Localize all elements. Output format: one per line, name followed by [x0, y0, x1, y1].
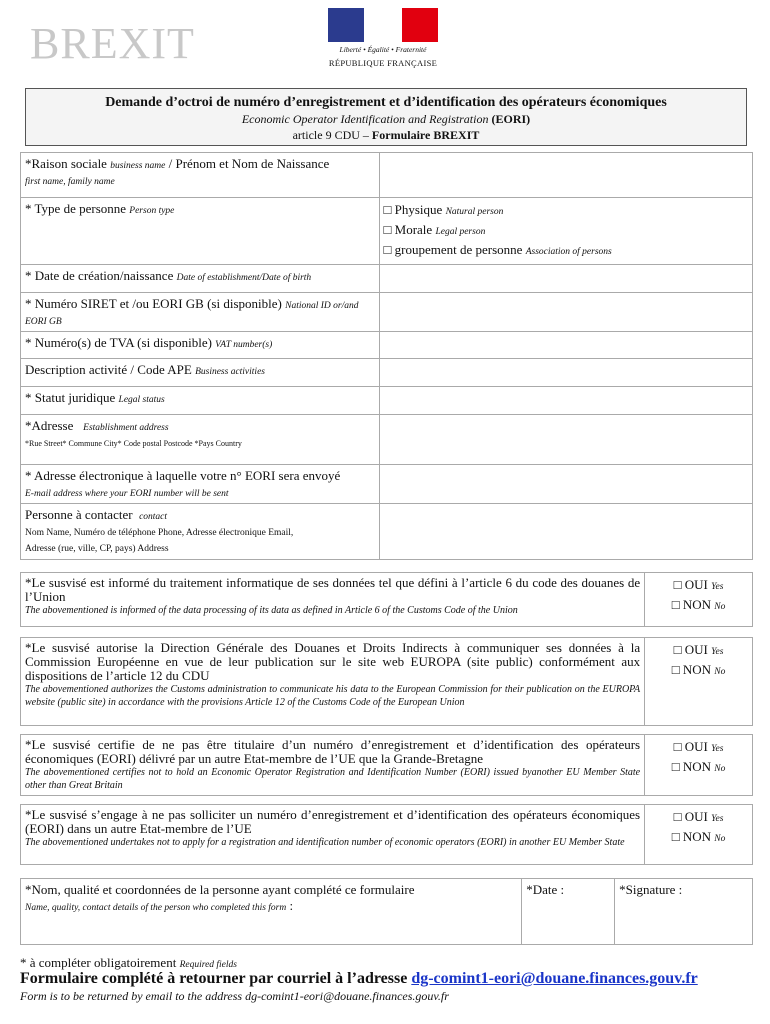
signature-table: [20, 878, 753, 945]
label-adresse: *Adresse Establishment address *Rue Street* Commune City* Code postal Postcode *Pays Country: [21, 415, 380, 465]
input-description[interactable]: [379, 359, 752, 387]
consent-text-4: *Le susvisé s’engage à ne pas solliciter un numéro d’enregistrement et d’identification des opérateurs économiques (EORI) dans un autre Etat-membre de l’UE The abovementioned undertakes not to apply for a registration and identification number of economic operators (EORI) in another EU Member State: [21, 805, 645, 865]
label-email: * Adresse électronique à laquelle votre n° EORI sera envoyé E-mail address where your EORI number will be sent: [21, 465, 380, 504]
checkbox-oui-4[interactable]: □ OUI Yes: [673, 809, 724, 824]
checkbox-oui-2[interactable]: □ OUI Yes: [673, 642, 724, 657]
republic-logo: [328, 8, 438, 72]
input-siret[interactable]: [379, 293, 752, 332]
row-raison-sociale: [21, 153, 753, 198]
input-adresse[interactable]: [379, 415, 752, 465]
row-description: [21, 359, 753, 387]
return-email-link[interactable]: dg-comint1-eori@douane.finances.gouv.fr: [411, 970, 698, 987]
label-raison-sociale: *Raison sociale business name / Prénom et Nom de Naissance first name, family name: [21, 153, 380, 198]
input-email[interactable]: [379, 465, 752, 504]
label-date: * Date de création/naissance Date of establishment/Date of birth: [21, 265, 380, 293]
checkbox-oui-3[interactable]: □ OUI Yes: [673, 739, 724, 754]
checkbox-non-1[interactable]: □ NON No: [671, 597, 726, 612]
consent-table-1: [20, 572, 753, 627]
input-statut[interactable]: [379, 387, 752, 415]
row-email: [21, 465, 753, 504]
signer-name-field[interactable]: *Nom, qualité et coordonnées de la personne ayant complété ce formulaire Name, quality, contact details of the person who completed this form :: [21, 879, 522, 945]
row-date: [21, 265, 753, 293]
label-tva: * Numéro(s) de TVA (si disponible) VAT number(s): [21, 332, 380, 359]
consent-text-3: *Le susvisé certifie de ne pas être titulaire d’un numéro d’enregistrement et d’identification des opérateurs économiques (EORI) délivré par un autre Etat-membre de l’UE que la Grande-Bretagne The abovementioned certifies not to hold an Economic Operator Registration and Identification Number (EORI) issued byanother EU Member State other than Great Britain: [21, 735, 645, 796]
label-description: Description activité / Code APE Business activities: [21, 359, 380, 387]
label-contact: Personne à contacter contact Nom Name, Numéro de téléphone Phone, Adresse électronique Email, Adresse (rue, ville, CP, pays) Address: [21, 504, 380, 560]
marianne-flag-icon: [328, 8, 438, 42]
row-type-personne: [21, 198, 753, 265]
checkbox-groupement[interactable]: □ groupement de personne Association of persons: [383, 242, 612, 257]
checkbox-morale[interactable]: □ Morale Legal person: [383, 222, 486, 237]
consent-text-1: *Le susvisé est informé du traitement informatique de ses données tel que défini à l’article 6 du code des douanes de l’Union The abovementioned is informed of the data processing of its data as defined in Article 6 of the Customs Code of the Union: [21, 573, 645, 627]
return-instruction-en: Form is to be returned by email to the address dg-comint1-eori@douane.finances.gouv.fr: [20, 989, 449, 1003]
consent-table-4: [20, 804, 753, 865]
checkbox-non-3[interactable]: □ NON No: [671, 759, 726, 774]
checkbox-physique[interactable]: □ Physique Natural person: [383, 202, 504, 217]
label-type-personne: * Type de personne Person type: [21, 198, 380, 265]
row-adresse: [21, 415, 753, 465]
input-raison-sociale[interactable]: [379, 153, 752, 198]
row-siret: [21, 293, 753, 332]
consent-text-2: *Le susvisé autorise la Direction Générale des Douanes et Droits Indirects à communiquer ses données à la Commission Européenne en vue de leur publication sur le site web EUROPA (site public) conformément aux dispositions de l’article 12 du CDU The abovementioned authorizes the Customs administration to communicate his data to the European Commission for their publication on the EUROPA website (public site) in accordance with the provisions Article 12 of the Customs Code of the European Union: [21, 638, 645, 726]
yes-no-1: [645, 573, 753, 627]
consent-table-3: [20, 734, 753, 796]
date-field[interactable]: *Date :: [522, 879, 615, 945]
input-tva[interactable]: [379, 332, 752, 359]
row-tva: [21, 332, 753, 359]
signature-field[interactable]: *Signature :: [615, 879, 753, 945]
checkbox-oui-1[interactable]: □ OUI Yes: [673, 577, 724, 592]
input-contact[interactable]: [379, 504, 752, 560]
title-box: [25, 88, 747, 146]
page-title: Demande d’octroi de numéro d’enregistrement et d’identification des opérateurs économiques: [105, 95, 667, 110]
logo-motto: Liberté • Égalité • Fraternité: [339, 45, 427, 54]
row-statut: [21, 387, 753, 415]
label-statut: * Statut juridique Legal status: [21, 387, 380, 415]
return-instruction: Formulaire complété à retourner par courriel à l’adresse dg-comint1-eori@douane.finances.gouv.fr: [20, 970, 698, 987]
identity-table: [20, 152, 753, 560]
label-siret: * Numéro SIRET et /ou EORI GB (si disponible) National ID or/and EORI GB: [21, 293, 380, 332]
required-note: * à compléter obligatoirement Required fields: [20, 955, 237, 970]
title-article: article 9 CDU – Formulaire BREXIT: [292, 128, 480, 142]
consent-table-2: [20, 637, 753, 726]
brexit-watermark: BREXIT: [30, 19, 195, 68]
row-contact: [21, 504, 753, 560]
checkbox-non-2[interactable]: □ NON No: [671, 662, 726, 677]
yes-no-3: [645, 735, 753, 796]
yes-no-2: [645, 638, 753, 726]
input-date[interactable]: [379, 265, 752, 293]
yes-no-4: [645, 805, 753, 865]
checkbox-non-4[interactable]: □ NON No: [671, 829, 726, 844]
logo-republic: RÉPUBLIQUE FRANÇAISE: [328, 58, 438, 68]
type-personne-options: [379, 198, 752, 265]
title-english: Economic Operator Identification and Registration (EORI): [241, 112, 531, 126]
